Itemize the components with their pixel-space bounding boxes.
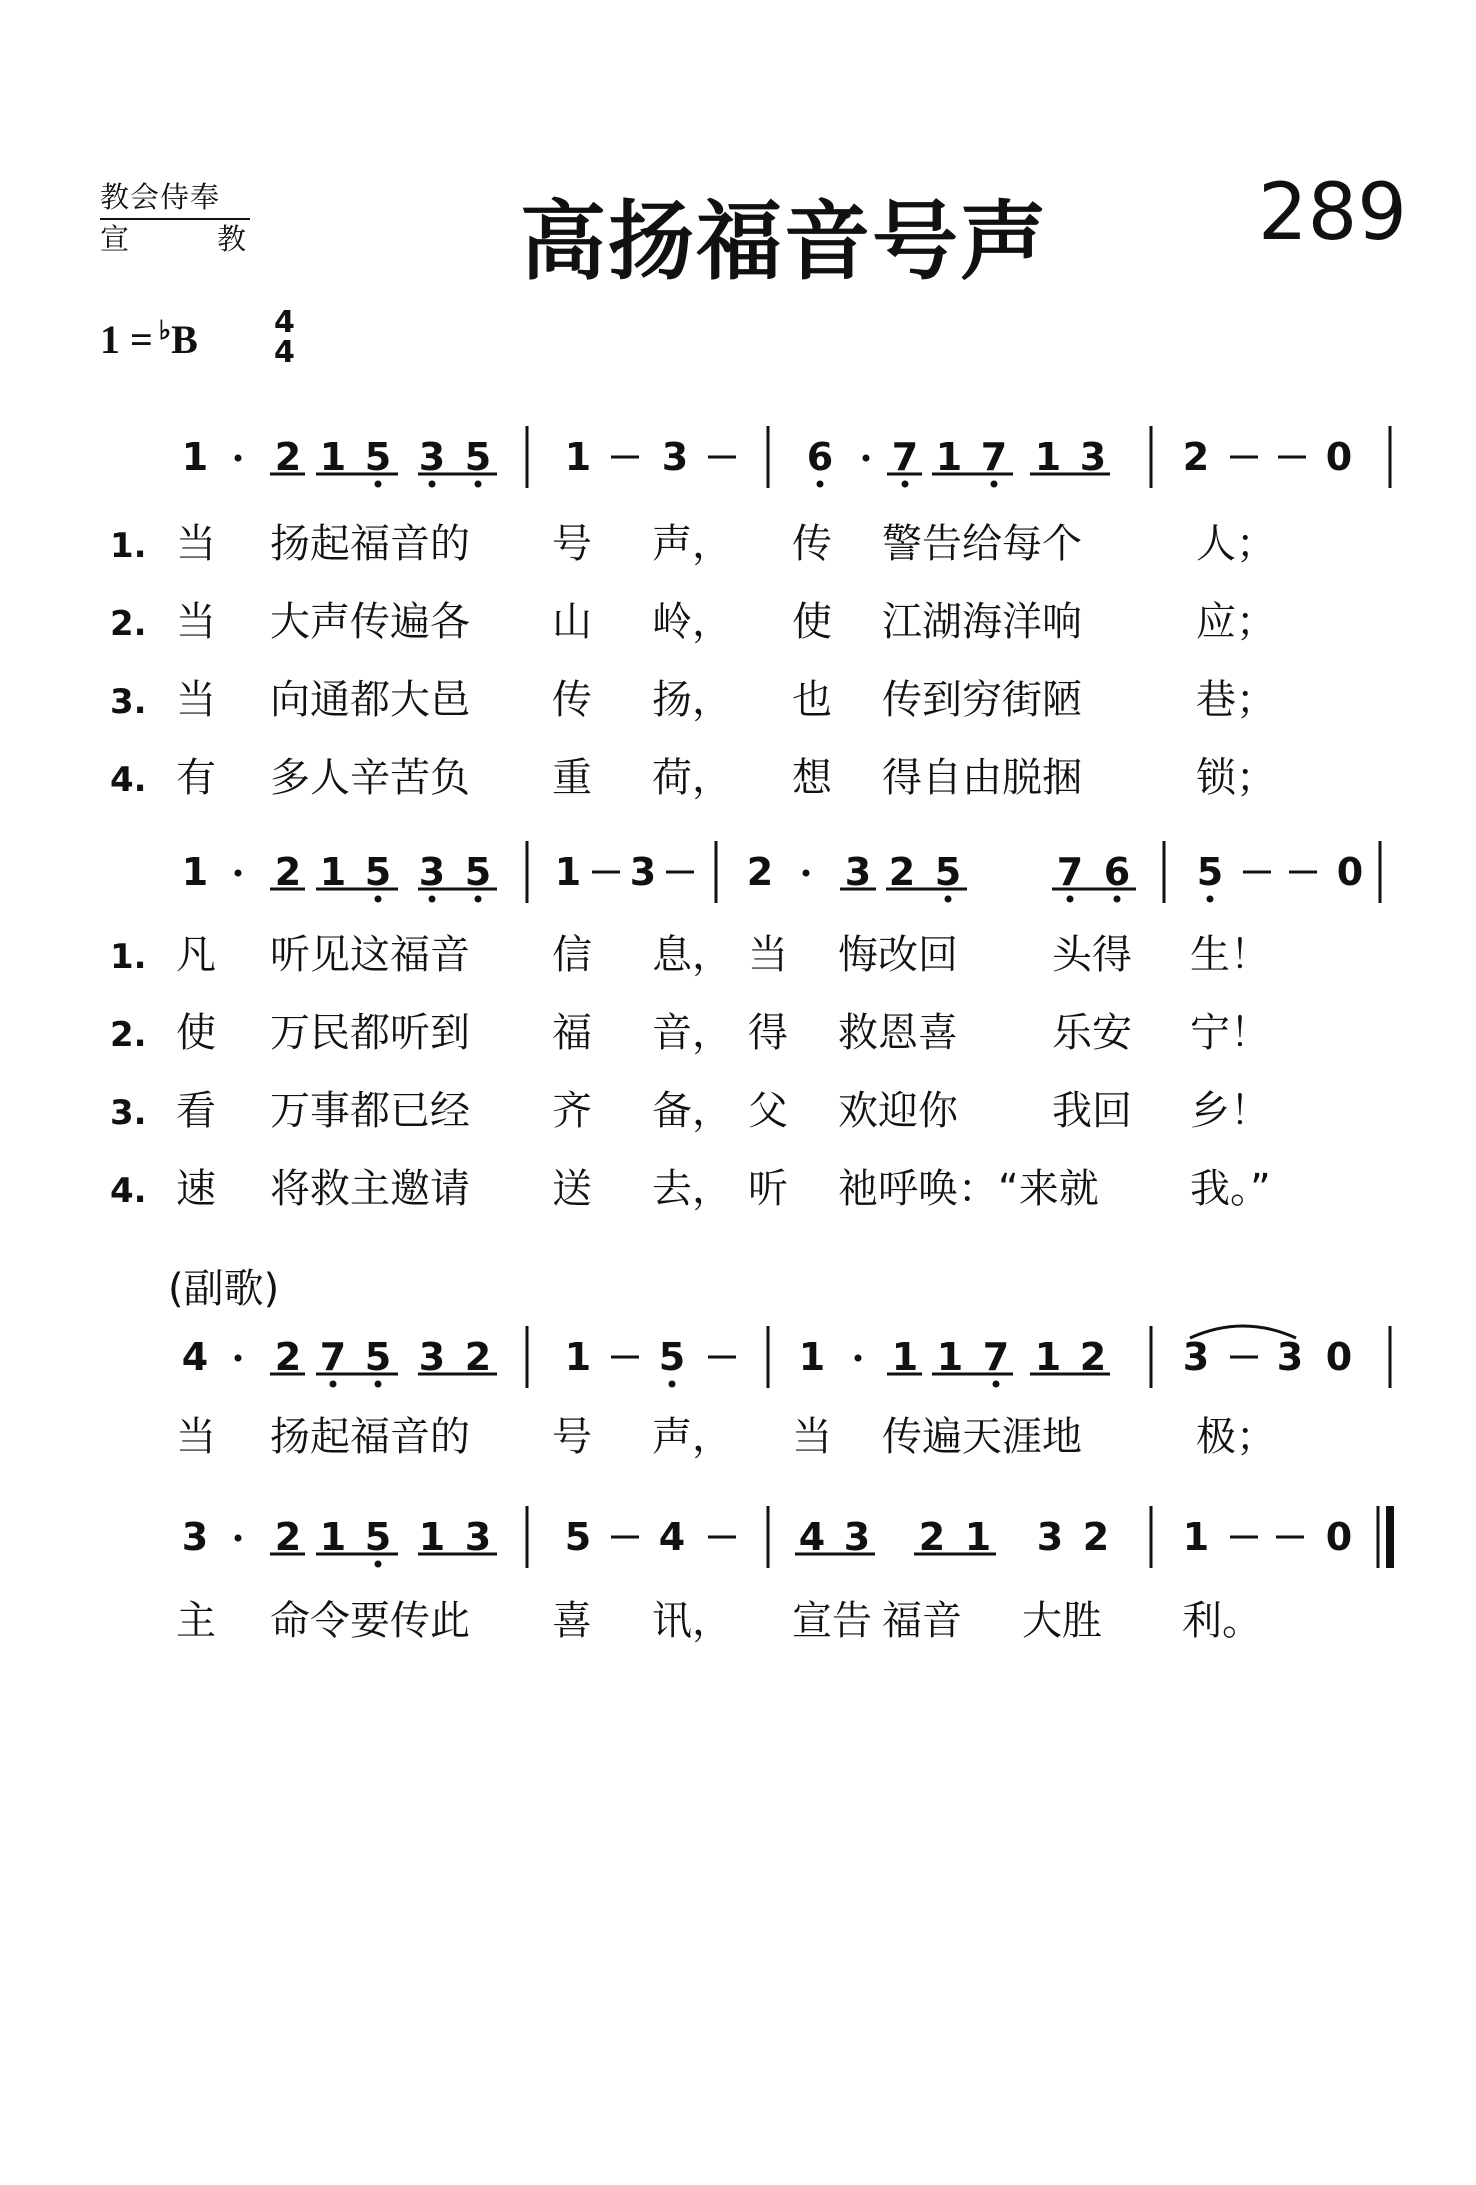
lyric-segment: 山: [552, 599, 592, 645]
system-1-note: 7: [891, 435, 919, 479]
system-3-note: 2: [464, 1335, 492, 1379]
system-2-note: 5: [934, 850, 962, 894]
system-3-note: 2: [1079, 1335, 1107, 1379]
category-top: 教会侍奉: [100, 178, 250, 220]
system-1-note: 1: [564, 435, 592, 479]
system-3-low-dot: [375, 1381, 382, 1388]
system-2-note: 2: [888, 850, 916, 894]
verse-number: 1.: [110, 526, 147, 566]
system-3-note: 0: [1325, 1335, 1353, 1379]
system-3-note: 1: [936, 1335, 964, 1379]
system-4-note: 3: [181, 1515, 209, 1559]
system-1-aug-dot: [863, 455, 870, 462]
system-2-note: 1: [181, 850, 209, 894]
lyric-segment: 荷，: [652, 755, 732, 801]
system-2-note: 2: [746, 850, 774, 894]
lyric-segment: 福音: [882, 1598, 962, 1644]
system-4-note: 5: [364, 1515, 392, 1559]
lyric-segment: 警告给每个: [882, 521, 1082, 567]
system-3-note: 1: [1034, 1335, 1062, 1379]
system-1-note: 6: [806, 435, 834, 479]
system-1-note: 2: [274, 435, 302, 479]
lyric-segment: 送: [552, 1166, 592, 1212]
system-3-note: 1: [798, 1335, 826, 1379]
system-1-note: 1: [181, 435, 209, 479]
system-4-note: 4: [658, 1515, 686, 1559]
lyric-segment: 江湖海洋响: [882, 599, 1082, 645]
system-1-low-dot: [817, 481, 824, 488]
lyric-segment: 乡！: [1190, 1088, 1270, 1134]
lyric-segment: 喜: [552, 1598, 592, 1644]
lyric-segment: 声，: [652, 1414, 732, 1460]
system-3-note: 5: [658, 1335, 686, 1379]
system-3-note: 5: [364, 1335, 392, 1379]
lyric-segment: 扬，: [652, 677, 732, 723]
system-1-low-dot: [902, 481, 909, 488]
system-1-note: 0: [1325, 435, 1353, 479]
lyric-segment: 命令要传此: [270, 1598, 470, 1644]
verse-number: 4.: [110, 1171, 147, 1211]
system-2-low-dot: [945, 896, 952, 903]
flat-symbol: ♭: [158, 316, 172, 345]
lyric-segment: 使: [176, 1010, 216, 1056]
key-prefix: 1 =: [100, 317, 153, 362]
lyric-segment: 凡: [176, 932, 216, 978]
lyric-segment: 大声传遍各: [270, 599, 470, 645]
system-2-low-dot: [375, 896, 382, 903]
system-2-note: 0: [1336, 850, 1364, 894]
lyric-segment: 得自由脱捆: [882, 755, 1082, 801]
lyric-segment: 号: [552, 521, 592, 567]
lyric-segment: 欢迎你: [838, 1088, 958, 1134]
system-1-note: 3: [661, 435, 689, 479]
system-2-aug-dot: [803, 870, 810, 877]
lyric-segment: 当: [792, 1414, 832, 1460]
system-3-note: 7: [982, 1335, 1010, 1379]
system-1-low-dot: [375, 481, 382, 488]
system-3-note: 7: [319, 1335, 347, 1379]
system-4-note: 3: [843, 1515, 871, 1559]
system-1-note: 3: [1079, 435, 1107, 479]
lyric-segment: 人；: [1196, 521, 1276, 567]
lyric-segment: 去，: [652, 1166, 732, 1212]
lyric-segment: 齐: [552, 1088, 592, 1134]
verse-number: 3.: [110, 1093, 147, 1133]
lyric-segment: 当: [748, 932, 788, 978]
lyric-segment: 祂呼唤：“来就: [838, 1166, 1099, 1212]
lyric-segment: 岭，: [652, 599, 732, 645]
system-1-low-dot: [429, 481, 436, 488]
lyric-segment: 福: [552, 1010, 592, 1056]
system-1-note: 1: [319, 435, 347, 479]
lyric-segment: 我回: [1052, 1088, 1132, 1134]
system-3-aug-dot: [235, 1355, 242, 1362]
system-3-note: 1: [564, 1335, 592, 1379]
system-3-note: 3: [1182, 1335, 1210, 1379]
system-2-low-dot: [1114, 896, 1121, 903]
category-bottom-1: 宣: [100, 222, 130, 256]
system-4-note: 2: [918, 1515, 946, 1559]
lyric-segment: 速: [176, 1166, 216, 1212]
lyric-segment: 传遍天涯地: [882, 1414, 1082, 1460]
system-1-note: 5: [364, 435, 392, 479]
lyric-segment: 救恩喜: [838, 1010, 958, 1056]
lyric-segment: 大胜: [1022, 1598, 1102, 1644]
lyric-segment: 息，: [652, 932, 732, 978]
lyric-segment: 想: [792, 755, 832, 801]
system-2-note: 3: [418, 850, 446, 894]
system-2-low-dot: [1207, 896, 1214, 903]
refrain-label: (副歌): [168, 1266, 280, 1312]
system-2-note: 5: [464, 850, 492, 894]
system-2-note: 1: [554, 850, 582, 894]
time-top: 4: [274, 305, 295, 340]
system-4-note: 1: [964, 1515, 992, 1559]
hymn-number: 289: [1258, 168, 1407, 258]
verse-number: 2.: [110, 1015, 147, 1055]
verse-number: 2.: [110, 604, 147, 644]
lyric-segment: 当: [176, 521, 216, 567]
category-bottom-2: 教: [216, 222, 246, 256]
lyric-segment: 传: [792, 521, 832, 567]
lyric-segment: 利。: [1182, 1598, 1262, 1644]
system-4-note: 1: [418, 1515, 446, 1559]
lyric-segment: 有: [176, 755, 216, 801]
system-2-note: 3: [844, 850, 872, 894]
verse-number: 3.: [110, 682, 147, 722]
system-3-aug-dot: [855, 1355, 862, 1362]
lyric-segment: 宁！: [1190, 1010, 1270, 1056]
system-2-note: 6: [1103, 850, 1131, 894]
lyric-segment: 使: [792, 599, 832, 645]
system-2-note: 5: [364, 850, 392, 894]
key-note: B: [171, 317, 198, 362]
lyric-segment: 听见这福音: [270, 932, 470, 978]
system-3-note: 1: [891, 1335, 919, 1379]
lyric-segment: 听: [748, 1166, 788, 1212]
lyric-segment: 将救主邀请: [270, 1166, 470, 1212]
lyric-segment: 悔改回: [838, 932, 958, 978]
system-4-note: 0: [1325, 1515, 1353, 1559]
lyric-segment: 备，: [652, 1088, 732, 1134]
system-1-note: 2: [1182, 435, 1210, 479]
lyric-segment: 当: [176, 1414, 216, 1460]
system-3-low-dot: [669, 1381, 676, 1388]
lyric-segment: 向通都大邑: [270, 677, 470, 723]
system-1-aug-dot: [235, 455, 242, 462]
lyric-segment: 也: [792, 677, 832, 723]
lyric-segment: 当: [176, 599, 216, 645]
lyric-segment: 讯，: [652, 1598, 732, 1644]
system-3-note: 2: [274, 1335, 302, 1379]
system-1-note: 1: [1034, 435, 1062, 479]
lyric-segment: 万事都已经: [270, 1088, 470, 1134]
lyric-segment: 传: [552, 677, 592, 723]
lyric-segment: 音，: [652, 1010, 732, 1056]
system-2-note: 1: [319, 850, 347, 894]
hymn-title: 高扬福音号声: [520, 192, 1048, 292]
system-4-note: 2: [274, 1515, 302, 1559]
lyric-segment: 主: [176, 1598, 216, 1644]
system-2-aug-dot: [235, 870, 242, 877]
system-3-note: 3: [418, 1335, 446, 1379]
system-3-note: 3: [1276, 1335, 1304, 1379]
system-4-note: 1: [1182, 1515, 1210, 1559]
system-2-low-dot: [429, 896, 436, 903]
lyric-segment: 得: [748, 1010, 788, 1056]
lyric-segment: 信: [552, 932, 592, 978]
lyric-segment: 看: [176, 1088, 216, 1134]
lyric-segment: 声，: [652, 521, 732, 567]
system-4-note: 3: [464, 1515, 492, 1559]
lyric-segment: 锁；: [1196, 755, 1276, 801]
lyric-segment: 父: [748, 1088, 788, 1134]
lyric-segment: 极；: [1196, 1414, 1276, 1460]
system-3-low-dot: [993, 1381, 1000, 1388]
lyric-segment: 生！: [1190, 932, 1270, 978]
lyric-segment: 传到穷街陋: [882, 677, 1082, 723]
system-4-note: 2: [1082, 1515, 1110, 1559]
lyric-segment: 宣告: [792, 1598, 872, 1644]
system-1-note: 3: [418, 435, 446, 479]
verse-number: 4.: [110, 760, 147, 800]
system-4-note: 3: [1036, 1515, 1064, 1559]
lyric-segment: 号: [552, 1414, 592, 1460]
lyric-segment: 扬起福音的: [270, 1414, 470, 1460]
lyric-segment: 应；: [1196, 599, 1276, 645]
system-2-low-dot: [1067, 896, 1074, 903]
lyric-segment: 重: [552, 755, 592, 801]
system-4-note: 4: [798, 1515, 826, 1559]
lyric-segment: 乐安: [1052, 1010, 1132, 1056]
system-1-note: 7: [980, 435, 1008, 479]
system-3-note: 4: [181, 1335, 209, 1379]
system-2-note: 3: [629, 850, 657, 894]
lyric-segment: 扬起福音的: [270, 521, 470, 567]
system-1-low-dot: [991, 481, 998, 488]
system-4-low-dot: [375, 1561, 382, 1568]
system-2-low-dot: [475, 896, 482, 903]
system-4-note: 1: [319, 1515, 347, 1559]
lyric-segment: 当: [176, 677, 216, 723]
system-2-note: 7: [1056, 850, 1084, 894]
lyric-segment: 我。”: [1190, 1166, 1271, 1212]
verse-number: 1.: [110, 937, 147, 977]
system-1-low-dot: [475, 481, 482, 488]
time-bottom: 4: [274, 335, 295, 370]
lyric-segment: 多人辛苦负: [270, 755, 470, 801]
lyric-segment: 万民都听到: [270, 1010, 470, 1056]
system-2-note: 5: [1196, 850, 1224, 894]
system-2-note: 2: [274, 850, 302, 894]
lyric-segment: 头得: [1052, 932, 1132, 978]
system-1-note: 1: [935, 435, 963, 479]
system-4-aug-dot: [235, 1535, 242, 1542]
system-4-note: 5: [564, 1515, 592, 1559]
system-1-note: 5: [464, 435, 492, 479]
system-3-low-dot: [330, 1381, 337, 1388]
lyric-segment: 巷；: [1196, 677, 1276, 723]
